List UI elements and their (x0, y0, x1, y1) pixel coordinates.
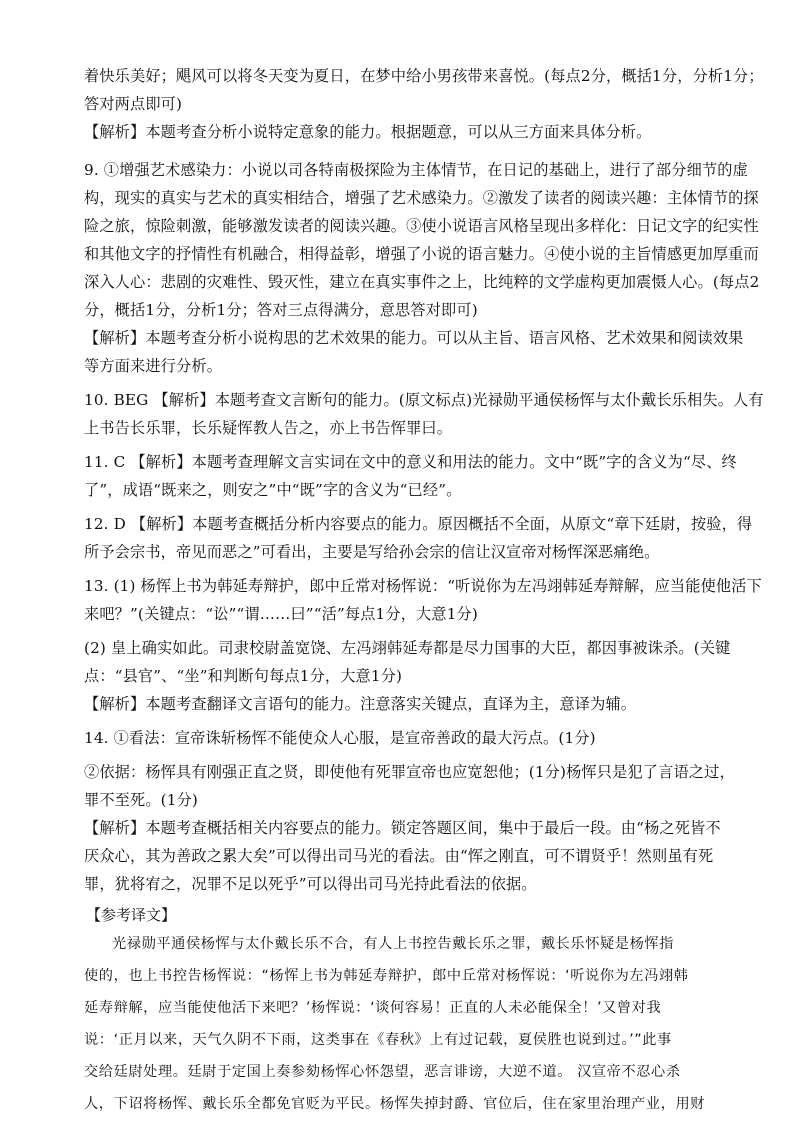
reference-translation-title: 【参考译文】 (86, 906, 177, 924)
q13-part1-answer (84, 572, 762, 628)
text-line: 所予会宗书，帝见而恶之”可看出，主要是写给孙会宗的信让汉宣帝对杨恽深恶痛绝。 (84, 543, 660, 561)
text-line: 了”，成语“既来之，则安之”中“既”字的含义为“已经”。 (84, 481, 462, 499)
text-line: 【解析】本题考查分析小说构思的艺术效果的能力。可以从主旨、语言风格、艺术效果和阅读效果 (84, 329, 744, 347)
q13-part2-answer (84, 634, 736, 690)
text-line: (2) 皇上确实如此。司隶校尉盖宽饶、左冯翊韩延寿都是尽力国事的大臣，都因事被诛杀。(关键 (84, 639, 731, 657)
text-line: 14. ①看法：宣帝诛斩杨恽不能使众人心服，是宣帝善政的最大污点。(1分) (84, 729, 596, 747)
text-line: 和其他文字的抒情性有机融合，相得益彰，增强了小说的语言魅力。④使小说的主旨情感更加厚重而 (84, 245, 759, 263)
text-line: 9. ①增强艺术感染力：小说以司各特南极探险为主体情节，在日记的基础上，进行了部分细节的虚 (84, 161, 748, 179)
q9-analysis (84, 324, 744, 380)
text-line: 等方面来进行分析。 (84, 357, 223, 375)
q8-answer-tail (84, 62, 764, 118)
text-line: 险之旅，惊险刺激，能够激发读者的阅读兴趣。③使小说语言风格呈现出多样化：日记文字的纪实性 (84, 217, 759, 235)
text-line: 构，现实的真实与艺术的真实相结合，增强了艺术感染力。②激发了读者的阅读兴趣：主体情节的探 (84, 189, 759, 207)
text-line: ②依据：杨恽具有刚强正直之贤，即使他有死罪宣帝也应宽恕他；(1分)杨恽只是犯了言语之过， (84, 763, 735, 781)
text-line: 延寿辩解，应当能使他活下来吧？’杨恽说：‘谈何容易！正直的人未必能保全！’又曾对我 (84, 1000, 662, 1016)
text-line: 来吧？”(关键点：“讼”“谓……曰”“活”每点1分，大意1分) (84, 605, 478, 623)
text-line: 答对两点即可) (84, 95, 183, 113)
q13-analysis (84, 690, 736, 718)
text-line: 罪不至死。(1分) (84, 791, 198, 809)
text-line: 罪，犹将宥之，况罪不足以死乎”可以得出司马光持此看法的依据。 (84, 875, 537, 893)
text-line: 【解析】本题考查翻译文言语句的能力。注意落实关键点，直译为主，意译为辅。 (84, 695, 637, 713)
text-line: 13. (1) 杨恽上书为韩延寿辩护，郎中丘常对杨恽说：“听说你为左冯翊韩延寿辩解，应当能使他活下 (84, 577, 762, 595)
text-line: 【解析】本题考查分析小说特定意象的能力。根据题意，可以从三方面来具体分析。 (84, 123, 652, 141)
text-line: 点：“县官”、“坐”和判断句每点1分，大意1分) (84, 667, 403, 685)
text-line: 12. D 【解析】本题考查概括分析内容要点的能力。原因概括不全面，从原文“章下廷尉，按验，得 (84, 515, 753, 533)
text-line: 11. C 【解析】本题考查理解文言实词在文中的意义和用法的能力。文中“既”字的含义为“尽、终 (84, 453, 737, 471)
text-line: 人，下诏将杨恽、戴长乐全都免官贬为平民。杨恽失掉封爵、官位后，住在家里治理产业，用财 (84, 1096, 706, 1112)
text-line: 着快乐美好；飓风可以将冬天变为夏日，在梦中给小男孩带来喜悦。(每点2分，概括1分，分析1分； (84, 67, 764, 85)
q11-answer (84, 448, 736, 504)
text-line: 说：‘正月以来，天气久阴不下雨，这类事在《春秋》上有过记载，夏侯胜也说到过。’”此事 (84, 1032, 672, 1048)
q8-analysis (84, 118, 736, 146)
reference-translation (84, 928, 736, 1120)
q14-view (84, 724, 736, 752)
q9-answer (84, 156, 760, 324)
text-line: 光禄勋平通侯杨恽与太仆戴长乐不合，有人上书控告戴长乐之罪，戴长乐怀疑是杨恽指 (112, 936, 674, 952)
text-line: 分，概括1分，分析1分；答对三点得满分，意思答对即可) (84, 301, 478, 319)
text-line: 厌众心，其为善政之累大矣”可以得出司马光的看法。由“恽之刚直，可不谓贤乎！然则虽有死 (84, 847, 714, 865)
q14-analysis (84, 814, 736, 898)
text-line: 深入人心：悲剧的灾难性、毁灭性，建立在真实事件之上，比纯粹的文学虚构更加震慑人心。(每点2 (84, 273, 760, 291)
q14-basis (84, 758, 736, 814)
text-line: 【解析】本题考查概括相关内容要点的能力。锁定答题区间，集中于最后一段。由“杨之死皆不 (84, 819, 721, 837)
text-line: 使的，也上书控告杨恽说：“杨恽上书为韩延寿辩护，郎中丘常对杨恽说：‘听说你为左冯翊韩 (84, 968, 689, 984)
q10-answer (84, 386, 764, 442)
text-line: 10. BEG 【解析】本题考查文言断句的能力。(原文标点)光禄勋平通侯杨恽与太仆戴长乐相失。人有 (84, 391, 764, 409)
text-line: 上书告长乐罪，长乐疑恽教人告之，亦上书告恽罪曰。 (84, 419, 453, 437)
text-line: 交给廷尉处理。廷尉于定国上奏参劾杨恽心怀怨望，恶言诽谤，大逆不道。 汉宣帝不忍心杀 (84, 1064, 681, 1080)
q12-answer (84, 510, 753, 566)
